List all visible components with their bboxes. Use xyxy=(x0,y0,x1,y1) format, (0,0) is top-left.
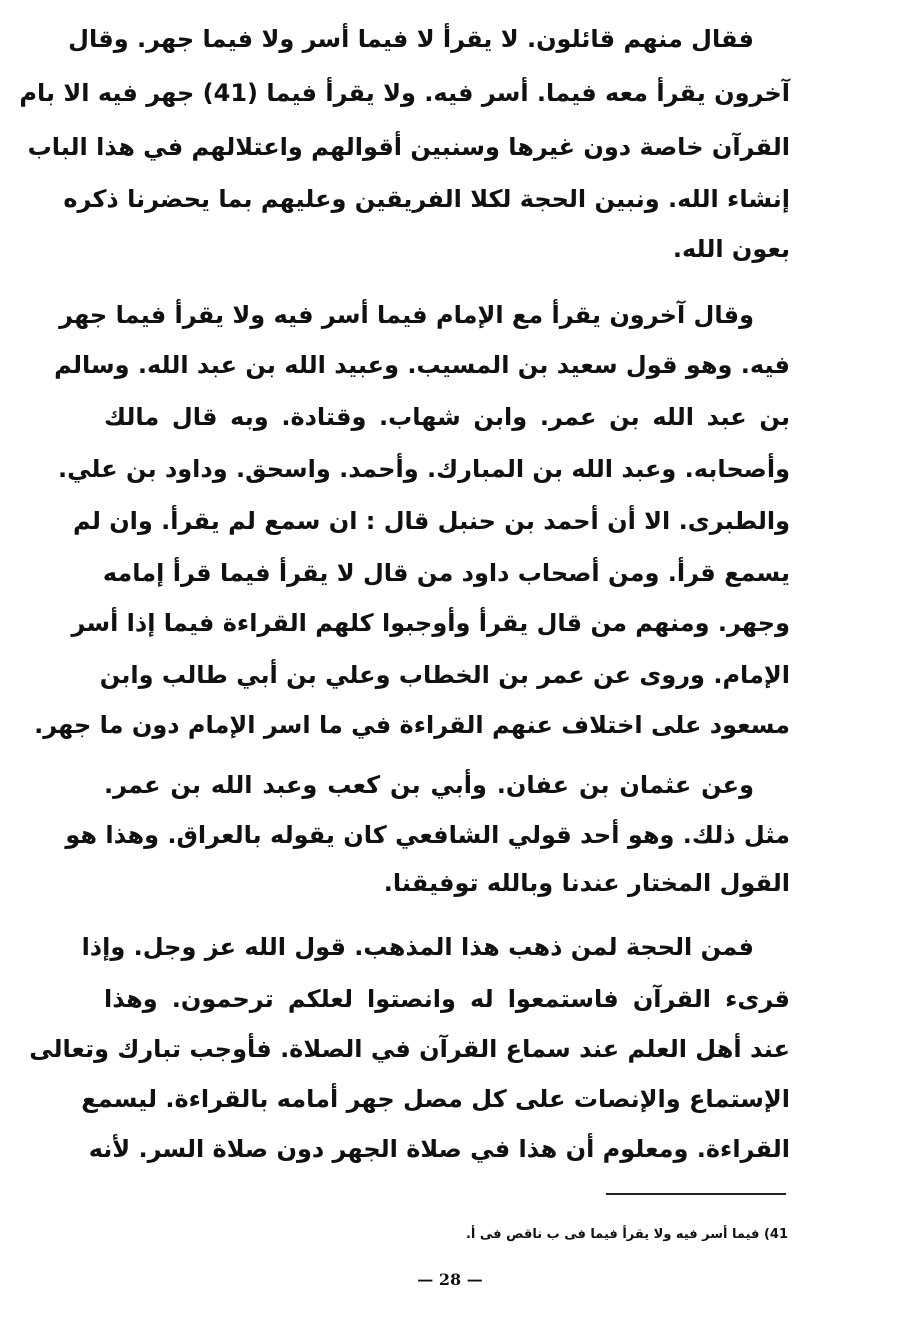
page-number: — 28 — xyxy=(417,1270,483,1289)
text-line: مسعود على اختلاف عنهم القراءة في ما اسر الإمام دون ما جهر. xyxy=(34,711,790,739)
footnote-divider xyxy=(606,1193,786,1195)
text-line: القراءة. ومعلوم أن هذا في صلاة الجهر دون صلاة السر. لأنه xyxy=(88,1135,790,1163)
text-line: فيه. وهو قول سعيد بن المسيب. وعبيد الله بن عبد الله. وسالم xyxy=(54,351,790,379)
text-line: مثل ذلك. وهو أحد قولي الشافعي كان يقوله بالعراق. وهذا هو xyxy=(65,821,790,849)
text-line: القرآن خاصة دون غيرها وسنبين أقوالهم واعتلالهم في هذا الباب xyxy=(27,133,790,161)
text-line: فمن الحجة لمن ذهب هذا المذهب. قول الله عز وجل. وإذا xyxy=(81,933,754,961)
text-line: وجهر. ومنهم من قال يقرأ وأوجبوا كلهم القراءة فيما إذا أسر xyxy=(71,609,790,637)
text-line: والطبرى. الا أن أحمد بن حنبل قال : ان سمع لم يقرأ. وان لم xyxy=(73,507,790,535)
text-line: الإمام. وروى عن عمر بن الخطاب وعلي بن أبي طالب وابن xyxy=(99,661,790,689)
text-line: وقال آخرون يقرأ مع الإمام فيما أسر فيه ولا يقرأ فيما جهر xyxy=(59,301,754,329)
text-line: الإستماع والإنصات على كل مصل جهر أمامه بالقراءة. ليسمع xyxy=(81,1085,790,1113)
text-line: عند أهل العلم عند سماع القرآن في الصلاة. فأوجب تبارك وتعالى xyxy=(29,1035,790,1063)
text-line: إنشاء الله. ونبين الحجة لكلا الفريقين وعليهم بما يحضرنا ذكره xyxy=(63,185,790,213)
text-line: القول المختار عندنا وبالله توفيقنا. xyxy=(383,869,790,897)
text-line: وعن عثمان بن عفان. وأبي بن كعب وعبد الله بن عمر. xyxy=(104,771,754,799)
text-line: وأصحابه. وعبد الله بن المبارك. وأحمد. واسحق. وداود بن علي. xyxy=(58,455,790,483)
text-line: آخرون يقرأ معه فيما. أسر فيه. ولا يقرأ فيما (41) جهر فيه الا بام xyxy=(19,79,790,107)
text-line: يسمع قرأ. ومن أصحاب داود من قال لا يقرأ فيما قرأ إمامه xyxy=(102,559,790,587)
text-line: قرىء القرآن فاستمعوا له وانصتوا لعلكم ترحمون. وهذا xyxy=(104,985,790,1013)
text-line: بعون الله. xyxy=(672,235,790,263)
text-line: فقال منهم قائلون. لا يقرأ لا فيما أسر ولا فيما جهر. وقال xyxy=(68,25,754,53)
text-line: بن عبد الله بن عمر. وابن شهاب. وقتادة. وبه قال مالك xyxy=(104,403,790,431)
footnote: 41) فيما أسر فيه ولا يقرأ فيما فى ب ناقص فى أ. xyxy=(465,1227,788,1242)
